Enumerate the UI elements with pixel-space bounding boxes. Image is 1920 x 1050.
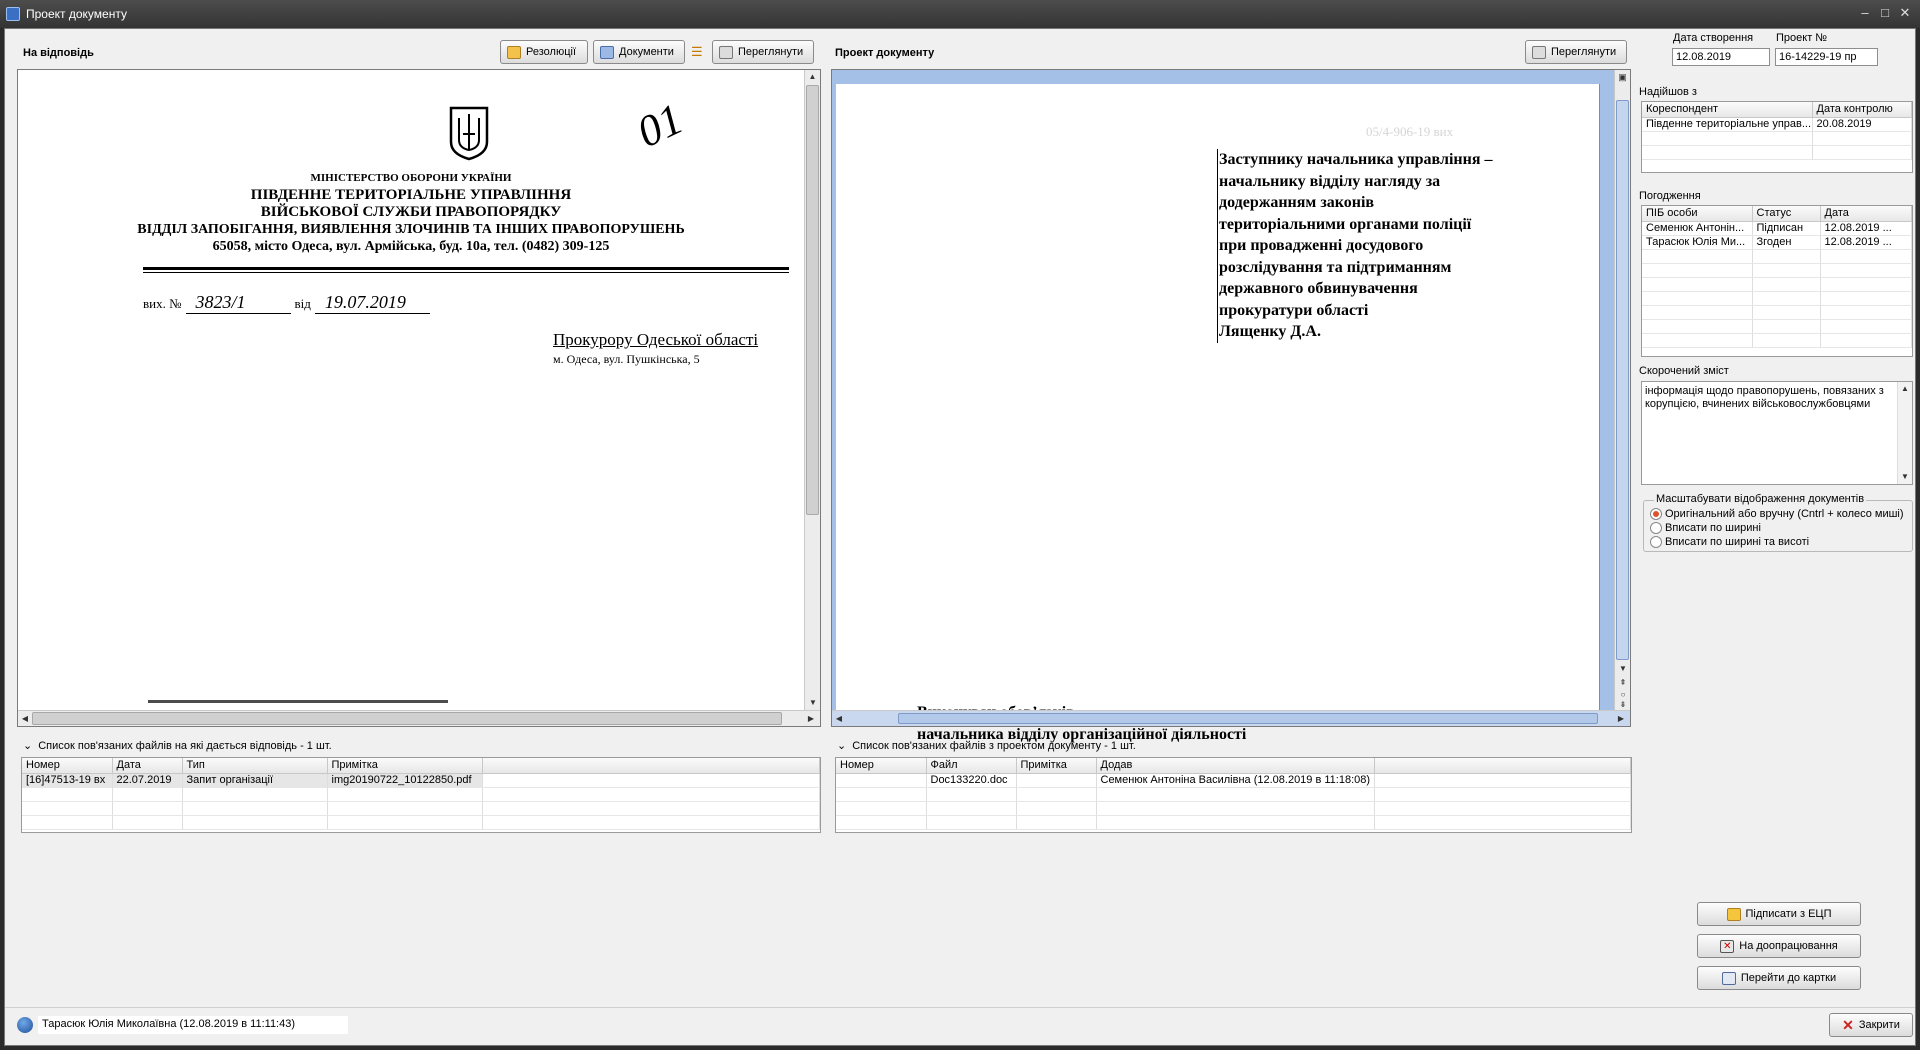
right-vertical-scrollbar[interactable] <box>1614 70 1630 710</box>
col-empty <box>482 758 820 773</box>
radio-icon[interactable] <box>1650 522 1662 534</box>
org-line-1: ПІВДЕННЕ ТЕРИТОРІАЛЬНЕ УПРАВЛІННЯ <box>250 187 572 203</box>
outgoing-number: 3823/1 <box>186 292 291 314</box>
send-to-rework-button[interactable]: ✕ На доопрацювання <box>1697 934 1861 958</box>
table-row[interactable]: Doc133220.doc Семенюк Антоніна Василівна (12.08.2019 в 11:18:08) <box>836 773 1631 787</box>
project-number-label: Проект № <box>1776 32 1828 44</box>
close-window-icon[interactable]: ✕ <box>1899 5 1911 20</box>
scroll-down-icon[interactable]: ▼ <box>1619 664 1627 673</box>
letterhead <box>18 170 804 255</box>
table-row <box>1642 131 1912 145</box>
table-row <box>836 801 1631 815</box>
ruler-toggle-icon[interactable]: ▣ <box>1618 72 1627 82</box>
cut-off-text <box>148 700 448 710</box>
org-line-2: ВІЙСЬКОВОЇ СЛУЖБИ ПРАВОПОРЯДКУ <box>260 204 562 220</box>
table-row <box>22 801 820 815</box>
col-file[interactable]: Файл <box>926 758 1016 773</box>
table-row[interactable]: Тарасюк Юлія Ми... Згоден 12.08.2019 ... <box>1642 235 1912 249</box>
table-row <box>836 787 1631 801</box>
signature-mark: 01 <box>629 93 691 158</box>
collapse-icon[interactable]: ⌄ <box>23 740 33 752</box>
col-type[interactable]: Тип <box>182 758 327 773</box>
col-number[interactable]: Номер <box>836 758 926 773</box>
next-page-icon[interactable]: ⇟ <box>1619 700 1627 709</box>
org-line-3: ВІДДІЛ ЗАПОБІГАННЯ, ВИЯВЛЕННЯ ЗЛОЧИНІВ ТА ІНШИХ ПРАВОПОРУШЕНЬ <box>137 222 685 237</box>
approval-label: Погодження <box>1639 190 1701 202</box>
draft-document-viewer[interactable] <box>831 69 1631 743</box>
window-title: Проект документу <box>26 7 127 21</box>
scale-option-original[interactable]: Оригінальний або вручну (Cntrl + колесо миші) <box>1650 508 1904 520</box>
col-empty <box>1375 758 1631 773</box>
approval-table[interactable] <box>1641 205 1913 357</box>
scroll-right-icon[interactable]: ▶ <box>807 714 815 723</box>
documents-icon <box>600 46 614 59</box>
scale-option-width-height[interactable]: Вписати по ширині та висоті <box>1650 536 1809 548</box>
left-hscroll-thumb[interactable] <box>32 712 782 725</box>
scale-option-width[interactable]: Вписати по ширині <box>1650 522 1761 534</box>
right-files-header[interactable]: ⌄ Список пов'язаних файлів з проектом документу - 1 шт. <box>837 739 1136 752</box>
letterhead-rule-thin <box>143 272 789 273</box>
col-number[interactable]: Номер <box>22 758 112 773</box>
scroll-right-icon[interactable]: ▶ <box>1617 714 1625 723</box>
browse-object-icon[interactable]: ○ <box>1620 690 1626 699</box>
table-row[interactable]: [16]47513-19 вх 22.07.2019 Запит організації img20190722_10122850.pdf <box>22 773 820 787</box>
close-button[interactable]: ✕ Закрити <box>1829 1013 1913 1037</box>
col-date[interactable]: Дата <box>112 758 182 773</box>
table-row <box>22 815 820 829</box>
left-panel-title: На відповідь <box>23 47 94 59</box>
signer-line-2: начальника відділу організаційної діяльності <box>917 726 1247 743</box>
outgoing-reference: вих. № 3823/1 від 19.07.2019 <box>143 292 430 314</box>
scale-legend: Масштабувати відображення документів <box>1656 493 1865 505</box>
scroll-left-icon[interactable]: ◀ <box>835 714 843 723</box>
view-icon <box>719 46 733 59</box>
view-icon <box>1532 46 1546 59</box>
radio-icon[interactable] <box>1650 536 1662 548</box>
project-number-field[interactable]: 16-14229-19 пр <box>1775 48 1878 66</box>
table-row <box>22 787 820 801</box>
left-files-header[interactable]: ⌄ Список пов'язаних файлів на які дається відповідь - 1 шт. <box>23 739 332 752</box>
app-icon <box>6 7 20 21</box>
draft-page <box>836 84 1600 743</box>
card-icon <box>1722 972 1736 985</box>
tree-icon[interactable]: ☰ <box>691 44 703 59</box>
summary-label: Скорочений зміст <box>1639 365 1729 377</box>
faint-registration-number: 05/4-906-19 вих <box>1366 124 1454 139</box>
scroll-up-icon[interactable]: ▲ <box>808 72 817 81</box>
recipient: Прокурору Одеської області <box>553 330 759 349</box>
collapse-icon[interactable]: ⌄ <box>837 740 847 752</box>
table-row[interactable]: Південне територіальне управ... 20.08.2019 <box>1642 117 1912 131</box>
right-view-button[interactable]: Переглянути <box>1525 40 1627 64</box>
key-icon <box>1727 908 1741 921</box>
footer-divider <box>5 1007 1915 1008</box>
addressee-block: Заступнику начальника управління – начальнику відділу нагляду за додержанням законів територіальними органами поліції при провадженні досудового розслідування та підтриманням державного обвинувачення прокуратури області Лященку Д.А. <box>1217 149 1493 343</box>
created-date-field[interactable]: 12.08.2019 <box>1672 48 1770 66</box>
outgoing-date: 19.07.2019 <box>315 292 430 314</box>
go-to-card-button[interactable]: Перейти до картки <box>1697 966 1861 990</box>
col-control-date[interactable]: Дата контролю <box>1812 102 1912 117</box>
scale-group <box>1643 493 1913 552</box>
right-panel-title: Проект документу <box>835 47 935 59</box>
scroll-down-icon[interactable]: ▼ <box>809 698 817 707</box>
current-user: Тарасюк Юлія Миколаївна (12.08.2019 в 11:11:43) <box>38 1016 348 1034</box>
documents-button[interactable]: Документи <box>593 40 685 64</box>
letterhead-rule <box>143 267 789 270</box>
incoming-document-viewer[interactable] <box>17 69 821 727</box>
ministry-line: МІНІСТЕРСТВО ОБОРОНИ УКРАЇНИ <box>310 172 512 184</box>
table-row <box>1642 145 1912 159</box>
close-icon: ✕ <box>1842 1016 1854 1033</box>
user-globe-icon <box>17 1017 33 1033</box>
minimize-icon[interactable]: – <box>1861 5 1869 20</box>
col-note[interactable]: Примітка <box>1016 758 1096 773</box>
left-vertical-scrollbar[interactable] <box>804 70 820 710</box>
created-date-label: Дата створення <box>1673 32 1754 44</box>
scroll-up-icon[interactable]: ▲ <box>1901 384 1909 393</box>
col-added-by[interactable]: Додав <box>1096 758 1375 773</box>
col-date[interactable]: Дата <box>1820 206 1912 221</box>
col-status[interactable]: Статус <box>1752 206 1820 221</box>
table-row[interactable]: Семенюк Антонін... Підписан 12.08.2019 ... <box>1642 221 1912 235</box>
incoming-letter-page <box>18 70 804 710</box>
received-from-table[interactable] <box>1641 101 1913 173</box>
received-from-label: Надійшов з <box>1639 86 1697 98</box>
window-client <box>4 28 1916 1046</box>
col-person[interactable]: ПІБ особи <box>1642 206 1752 221</box>
left-view-button[interactable]: Переглянути <box>712 40 814 64</box>
resolutions-button[interactable]: Резолюції <box>500 40 588 64</box>
sign-ecp-button[interactable]: Підписати з ЕЦП <box>1697 902 1861 926</box>
left-horizontal-scrollbar[interactable] <box>18 710 820 726</box>
right-files-table[interactable] <box>835 757 1632 833</box>
recipient-address: м. Одеса, вул. Пушкінська, 5 <box>553 352 700 366</box>
right-horizontal-scrollbar[interactable] <box>832 710 1630 726</box>
left-vscroll-thumb[interactable] <box>806 85 819 515</box>
right-hscroll-thumb[interactable] <box>898 713 1598 724</box>
address-line: 65058, місто Одеса, вул. Армійська, буд. 10а, тел. (0482) 309-125 <box>212 239 610 254</box>
maximize-icon[interactable]: □ <box>1881 5 1889 20</box>
prev-page-icon[interactable]: ⇞ <box>1619 678 1627 687</box>
table-row <box>836 815 1631 829</box>
reject-document-icon: ✕ <box>1720 940 1734 953</box>
resolution-icon <box>507 46 521 59</box>
radio-selected-icon[interactable] <box>1650 508 1662 520</box>
summary-textarea[interactable]: інформація щодо правопорушень, повязаних з корупцією, вчинених військовослужбовцями ▲ ▼ <box>1641 381 1913 485</box>
coat-of-arms-icon <box>447 104 491 162</box>
scroll-down-icon[interactable]: ▼ <box>1901 472 1909 481</box>
left-files-table[interactable] <box>21 757 821 833</box>
summary-scrollbar[interactable] <box>1897 382 1912 484</box>
scroll-left-icon[interactable]: ◀ <box>21 714 29 723</box>
col-note[interactable]: Примітка <box>327 758 482 773</box>
col-correspondent[interactable]: Кореспондент <box>1642 102 1812 117</box>
title-bar <box>0 0 1920 28</box>
right-vscroll-thumb[interactable] <box>1616 100 1629 660</box>
